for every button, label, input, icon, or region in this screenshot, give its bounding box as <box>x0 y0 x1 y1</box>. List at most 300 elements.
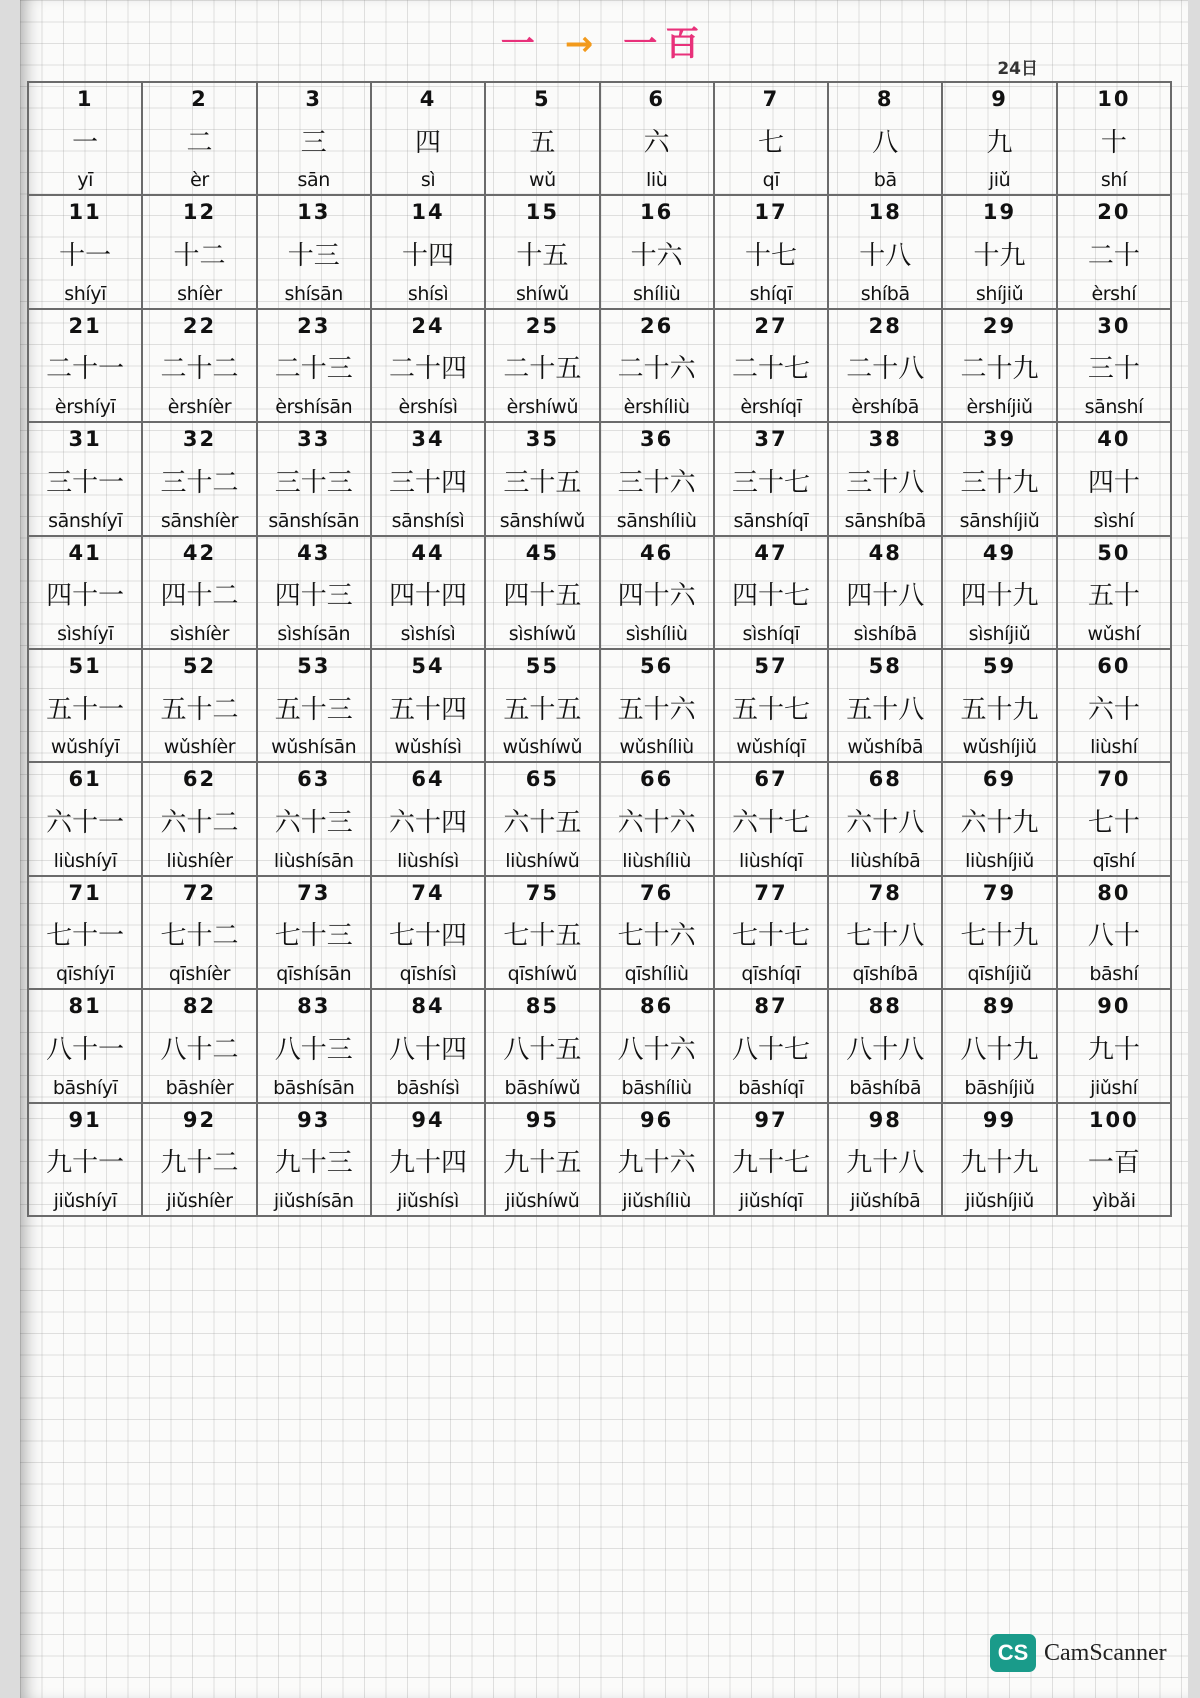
number-cell <box>1058 1104 1172 1217</box>
number-pinyin: sānshíqī <box>733 509 809 532</box>
number-cell <box>943 990 1057 1103</box>
number-pinyin: sìshíliù <box>625 623 688 645</box>
number-pinyin: èrshíliù <box>623 396 690 419</box>
number-pinyin: wǔshíliù <box>619 736 694 759</box>
number-hanzi: 六十三 <box>274 808 353 839</box>
number-pinyin: wǔ <box>528 169 556 192</box>
number-digit: 52 <box>182 654 217 678</box>
number-hanzi: 二十 <box>1087 241 1140 272</box>
number-cell <box>258 763 372 876</box>
number-hanzi: 四十五 <box>503 581 582 612</box>
number-digit: 39 <box>982 427 1017 452</box>
number-hanzi: 九十五 <box>503 1148 582 1179</box>
number-pinyin: wǔshíbā <box>847 736 924 759</box>
number-cell <box>486 423 600 536</box>
number-hanzi: 四十 <box>1087 467 1140 498</box>
number-pinyin: qīshíyī <box>56 963 115 986</box>
number-pinyin: jiǔshíyī <box>53 1190 117 1212</box>
number-digit: 12 <box>182 200 217 225</box>
number-pinyin: bāshíbā <box>849 1076 922 1099</box>
number-hanzi: 六十八 <box>846 808 925 839</box>
number-digit: 38 <box>868 427 902 452</box>
number-cell <box>829 650 943 763</box>
number-hanzi: 五十四 <box>389 694 468 725</box>
number-cell <box>372 763 486 876</box>
number-cell <box>143 196 257 309</box>
number-cell <box>486 310 600 423</box>
number-hanzi: 二 <box>186 127 213 158</box>
number-hanzi: 八 <box>872 127 899 158</box>
number-digit: 45 <box>525 540 559 565</box>
number-digit: 95 <box>525 1107 559 1132</box>
number-cell <box>372 990 486 1103</box>
number-digit: 33 <box>297 427 331 452</box>
number-digit: 5 <box>534 87 551 111</box>
number-digit: 75 <box>525 880 559 905</box>
number-cell <box>29 990 143 1103</box>
number-digit: 44 <box>411 540 445 565</box>
number-hanzi: 四十八 <box>846 581 925 612</box>
number-cell <box>829 1104 943 1217</box>
number-cell <box>601 763 715 876</box>
number-digit: 15 <box>525 200 559 225</box>
number-hanzi: 六十二 <box>160 808 239 839</box>
number-digit: 11 <box>68 200 102 225</box>
number-cell <box>258 877 372 990</box>
number-digit: 8 <box>876 87 894 111</box>
number-cell <box>486 196 600 309</box>
title-end: 一百 <box>623 24 708 64</box>
number-digit: 65 <box>525 767 559 792</box>
number-pinyin: liùshíqī <box>738 849 803 872</box>
number-hanzi: 五十二 <box>160 694 239 725</box>
number-pinyin: jiǔshíèr <box>166 1190 233 1212</box>
number-cell <box>943 763 1057 876</box>
number-cell <box>601 310 715 423</box>
number-cell <box>1058 310 1172 423</box>
number-cell <box>715 310 829 423</box>
number-digit: 60 <box>1097 654 1131 678</box>
number-cell <box>486 990 600 1103</box>
number-cell <box>143 423 257 536</box>
number-pinyin: shísān <box>284 282 343 305</box>
number-pinyin: liùshísì <box>397 849 459 872</box>
number-digit: 96 <box>640 1107 674 1132</box>
number-digit: 51 <box>68 654 102 678</box>
number-pinyin: sìshíèr <box>169 623 229 645</box>
number-pinyin: jiǔshíliù <box>622 1190 692 1212</box>
number-cell <box>829 423 943 536</box>
number-pinyin: qīshíqī <box>741 963 801 986</box>
number-digit: 42 <box>182 540 217 565</box>
number-hanzi: 五十五 <box>503 694 582 725</box>
number-digit: 14 <box>411 200 445 225</box>
number-hanzi: 二十六 <box>617 354 696 385</box>
number-cell <box>486 83 600 196</box>
number-cell <box>1058 990 1172 1103</box>
number-hanzi: 十五 <box>516 241 569 272</box>
number-pinyin: qīshíèr <box>168 963 231 986</box>
number-hanzi: 二十二 <box>160 354 239 385</box>
number-pinyin: wǔshíyī <box>50 736 120 759</box>
number-hanzi: 三十二 <box>160 467 239 498</box>
number-cell <box>372 877 486 990</box>
title-start: 一 <box>500 24 543 64</box>
number-digit: 67 <box>754 767 788 792</box>
number-hanzi: 三十一 <box>46 467 125 498</box>
number-pinyin: liùshíliù <box>622 849 692 872</box>
number-pinyin: qīshísān <box>276 963 352 986</box>
number-hanzi: 九十六 <box>617 1148 696 1179</box>
number-hanzi: 四十四 <box>389 581 468 612</box>
number-digit: 27 <box>754 313 788 338</box>
number-pinyin: bāshíliù <box>621 1076 692 1099</box>
number-digit: 13 <box>297 200 331 225</box>
number-digit: 48 <box>868 540 902 565</box>
number-hanzi: 六十一 <box>46 808 125 839</box>
number-digit: 63 <box>297 767 331 792</box>
number-digit: 58 <box>868 654 902 678</box>
number-pinyin: jiǔshí <box>1090 1076 1138 1099</box>
number-digit: 98 <box>868 1107 902 1132</box>
number-hanzi: 七十七 <box>731 921 810 952</box>
number-digit: 78 <box>868 880 902 905</box>
number-hanzi: 十九 <box>973 241 1026 272</box>
number-pinyin: èrshíjiǔ <box>966 396 1033 419</box>
number-cell <box>1058 423 1172 536</box>
number-digit: 53 <box>297 654 331 678</box>
number-pinyin: èrshíqī <box>740 396 802 419</box>
number-hanzi: 七十 <box>1087 808 1140 839</box>
number-hanzi: 三十九 <box>960 467 1039 498</box>
number-cell <box>829 310 943 423</box>
number-cell <box>143 310 257 423</box>
number-hanzi: 八十四 <box>389 1034 468 1065</box>
number-pinyin: shíliù <box>632 282 681 305</box>
camscanner-text: CamScanner <box>1044 1639 1167 1666</box>
number-pinyin: wǔshísì <box>394 736 462 759</box>
number-hanzi: 五十九 <box>960 694 1039 725</box>
number-hanzi: 八十六 <box>617 1034 696 1065</box>
number-cell <box>143 83 257 196</box>
number-cell <box>601 990 715 1103</box>
number-pinyin: yìbǎi <box>1092 1190 1136 1212</box>
number-pinyin: shísì <box>407 282 449 305</box>
number-digit: 72 <box>182 880 217 905</box>
number-digit: 29 <box>982 313 1017 338</box>
number-cell <box>258 537 372 650</box>
number-hanzi: 二十一 <box>46 354 125 385</box>
number-pinyin: qīshíbā <box>852 963 918 986</box>
number-digit: 22 <box>182 313 217 338</box>
number-digit: 35 <box>525 427 559 452</box>
number-cell <box>601 83 715 196</box>
number-hanzi: 八十七 <box>731 1034 810 1065</box>
number-cell <box>372 1104 486 1217</box>
number-hanzi: 四十二 <box>160 581 239 612</box>
number-cell <box>143 650 257 763</box>
number-digit: 9 <box>991 87 1008 111</box>
number-pinyin: èrshí <box>1091 282 1137 305</box>
number-cell <box>943 196 1057 309</box>
number-hanzi: 三十八 <box>846 467 925 498</box>
number-hanzi: 三十四 <box>389 467 468 498</box>
number-digit: 24 <box>411 313 445 338</box>
number-hanzi: 五十一 <box>46 694 125 725</box>
number-pinyin: sìshíbā <box>853 623 917 645</box>
number-digit: 68 <box>868 767 902 792</box>
number-hanzi: 四十三 <box>274 581 353 612</box>
number-pinyin: wǔshíjiǔ <box>962 736 1037 759</box>
number-hanzi: 六十五 <box>503 808 582 839</box>
number-pinyin: shíèr <box>177 282 222 305</box>
number-hanzi: 八十九 <box>960 1034 1039 1065</box>
number-pinyin: sānshíjiǔ <box>959 509 1040 532</box>
number-hanzi: 八十二 <box>160 1034 239 1065</box>
number-cell <box>715 877 829 990</box>
number-pinyin: wǔshíèr <box>163 736 236 759</box>
number-pinyin: sìshíwǔ <box>508 623 576 645</box>
number-hanzi: 三十 <box>1087 354 1140 385</box>
number-digit: 64 <box>411 767 445 792</box>
number-digit: 66 <box>640 767 674 792</box>
number-cell <box>486 877 600 990</box>
number-digit: 56 <box>640 654 674 678</box>
number-digit: 34 <box>411 427 445 452</box>
camscanner-watermark <box>990 1634 1167 1672</box>
number-pinyin: shí <box>1100 169 1127 192</box>
number-hanzi: 七 <box>757 127 784 158</box>
number-cell <box>258 990 372 1103</box>
number-hanzi: 一 <box>72 127 99 158</box>
number-hanzi: 十三 <box>287 241 340 272</box>
number-cell <box>829 196 943 309</box>
number-hanzi: 二十三 <box>274 354 353 385</box>
number-digit: 90 <box>1097 994 1131 1019</box>
number-digit: 73 <box>297 880 331 905</box>
number-cell <box>943 310 1057 423</box>
number-digit: 70 <box>1097 767 1131 792</box>
number-cell <box>486 763 600 876</box>
number-pinyin: èrshíbā <box>851 396 920 419</box>
arrow-icon: → <box>564 24 602 64</box>
number-pinyin: shíbā <box>860 282 910 305</box>
number-cell <box>29 310 143 423</box>
number-digit: 1 <box>76 87 94 111</box>
number-hanzi: 八十一 <box>46 1034 125 1065</box>
number-cell <box>1058 196 1172 309</box>
number-pinyin: bāshíwǔ <box>504 1076 581 1099</box>
number-hanzi: 八十三 <box>274 1034 353 1065</box>
number-cell <box>601 423 715 536</box>
number-pinyin: sìshísì <box>400 623 456 645</box>
number-cell <box>715 196 829 309</box>
number-cell <box>715 423 829 536</box>
number-pinyin: sānshíwǔ <box>499 509 585 532</box>
number-pinyin: sānshíyī <box>48 509 123 532</box>
number-pinyin: èrshíèr <box>167 396 232 419</box>
number-digit: 19 <box>982 200 1017 225</box>
number-pinyin: bāshíqī <box>738 1076 804 1099</box>
number-digit: 30 <box>1097 313 1131 338</box>
number-hanzi: 九十四 <box>389 1148 468 1179</box>
number-cell <box>715 990 829 1103</box>
number-pinyin: bāshíèr <box>165 1076 234 1099</box>
number-cell <box>372 196 486 309</box>
number-digit: 36 <box>640 427 674 452</box>
number-hanzi: 四十九 <box>960 581 1039 612</box>
camscanner-logo-icon: CS <box>990 1634 1036 1672</box>
number-pinyin: jiǔshísān <box>273 1190 354 1212</box>
number-digit: 21 <box>68 313 102 338</box>
numbers-table <box>27 81 1172 1217</box>
number-cell <box>829 990 943 1103</box>
number-hanzi: 七十三 <box>274 921 353 952</box>
number-hanzi: 三十三 <box>274 467 353 498</box>
number-hanzi: 三十七 <box>731 467 810 498</box>
number-cell <box>829 83 943 196</box>
number-pinyin: wǔshí <box>1087 623 1141 645</box>
number-digit: 80 <box>1097 880 1131 905</box>
number-digit: 91 <box>68 1107 102 1132</box>
number-digit: 85 <box>525 994 559 1019</box>
number-pinyin: sānshí <box>1084 396 1144 419</box>
number-digit: 74 <box>411 880 445 905</box>
number-cell <box>372 423 486 536</box>
number-cell <box>715 83 829 196</box>
number-cell <box>601 877 715 990</box>
number-cell <box>372 83 486 196</box>
number-hanzi: 一百 <box>1087 1148 1140 1179</box>
number-cell <box>258 310 372 423</box>
number-digit: 6 <box>648 87 665 111</box>
number-digit: 87 <box>754 994 788 1019</box>
number-digit: 23 <box>297 313 331 338</box>
number-hanzi: 五十三 <box>274 694 353 725</box>
number-hanzi: 五十六 <box>617 694 696 725</box>
number-pinyin: wǔshíqī <box>736 736 806 759</box>
number-cell <box>829 763 943 876</box>
number-digit: 3 <box>305 87 323 111</box>
number-cell <box>943 1104 1057 1217</box>
number-cell <box>29 650 143 763</box>
number-cell <box>1058 650 1172 763</box>
number-cell <box>601 650 715 763</box>
number-pinyin: sìshíqī <box>742 623 800 645</box>
number-digit: 69 <box>982 767 1017 792</box>
number-hanzi: 七十五 <box>503 921 582 952</box>
number-pinyin: jiǔshísì <box>397 1190 459 1212</box>
number-cell <box>486 537 600 650</box>
number-digit: 97 <box>754 1107 788 1132</box>
number-hanzi: 七十六 <box>617 921 696 952</box>
number-digit: 4 <box>419 87 437 111</box>
number-digit: 88 <box>868 994 902 1019</box>
number-cell <box>486 650 600 763</box>
number-pinyin: shíqī <box>749 282 793 305</box>
number-digit: 32 <box>182 427 217 452</box>
number-pinyin: wǔshíwǔ <box>502 736 583 759</box>
number-pinyin: jiǔshíqī <box>738 1190 803 1212</box>
number-cell <box>143 990 257 1103</box>
number-cell <box>601 1104 715 1217</box>
number-cell <box>715 763 829 876</box>
number-digit: 10 <box>1097 87 1131 111</box>
number-pinyin: qīshíjiǔ <box>967 963 1032 986</box>
number-digit: 25 <box>525 313 559 338</box>
number-hanzi: 九十九 <box>960 1148 1039 1179</box>
number-hanzi: 五十七 <box>731 694 810 725</box>
number-cell <box>715 1104 829 1217</box>
number-pinyin: wǔshísān <box>271 736 357 759</box>
number-digit: 50 <box>1097 540 1131 565</box>
number-pinyin: èrshíyī <box>54 396 116 419</box>
number-pinyin: qīshísì <box>399 963 457 986</box>
number-cell <box>715 537 829 650</box>
number-hanzi: 十四 <box>402 241 455 272</box>
number-hanzi: 八十五 <box>503 1034 582 1065</box>
number-digit: 100 <box>1088 1107 1139 1132</box>
number-hanzi: 四十六 <box>617 581 696 612</box>
number-pinyin: sìshí <box>1093 509 1135 532</box>
number-digit: 94 <box>411 1107 445 1132</box>
number-cell <box>1058 877 1172 990</box>
number-hanzi: 五十八 <box>846 694 925 725</box>
number-cell <box>601 196 715 309</box>
number-digit: 83 <box>297 994 331 1019</box>
number-pinyin: qīshí <box>1092 849 1136 872</box>
number-cell <box>29 877 143 990</box>
number-cell <box>829 877 943 990</box>
number-digit: 37 <box>754 427 788 452</box>
number-hanzi: 七十九 <box>960 921 1039 952</box>
number-digit: 41 <box>68 540 102 565</box>
number-hanzi: 六 <box>643 127 670 158</box>
number-cell <box>829 537 943 650</box>
number-pinyin: liùshíwǔ <box>505 849 580 872</box>
number-pinyin: sìshíjiǔ <box>968 623 1031 645</box>
number-pinyin: èrshísì <box>398 396 458 419</box>
number-digit: 26 <box>640 313 674 338</box>
number-pinyin: liùshíjiǔ <box>965 849 1034 872</box>
number-pinyin: sānshísān <box>268 509 360 532</box>
number-cell <box>486 1104 600 1217</box>
number-hanzi: 二十八 <box>846 354 925 385</box>
number-digit: 49 <box>982 540 1017 565</box>
number-hanzi: 十一 <box>59 241 112 272</box>
number-cell <box>943 537 1057 650</box>
number-pinyin: sānshísì <box>391 509 465 532</box>
number-hanzi: 七十八 <box>846 921 925 952</box>
number-pinyin: sān <box>297 169 330 192</box>
number-digit: 89 <box>982 994 1017 1019</box>
number-hanzi: 四 <box>415 127 442 158</box>
number-pinyin: qīshíwǔ <box>507 963 578 986</box>
number-digit: 79 <box>982 880 1017 905</box>
number-cell <box>29 196 143 309</box>
number-cell <box>1058 763 1172 876</box>
number-hanzi: 七十一 <box>46 921 125 952</box>
number-pinyin: liù <box>645 169 668 192</box>
number-pinyin: èr <box>190 169 209 192</box>
number-hanzi: 六十四 <box>389 808 468 839</box>
number-cell <box>258 196 372 309</box>
number-digit: 20 <box>1097 200 1131 225</box>
number-pinyin: yī <box>77 169 94 192</box>
number-digit: 7 <box>762 87 780 111</box>
number-digit: 61 <box>68 767 102 792</box>
number-pinyin: èrshíwǔ <box>506 396 579 419</box>
